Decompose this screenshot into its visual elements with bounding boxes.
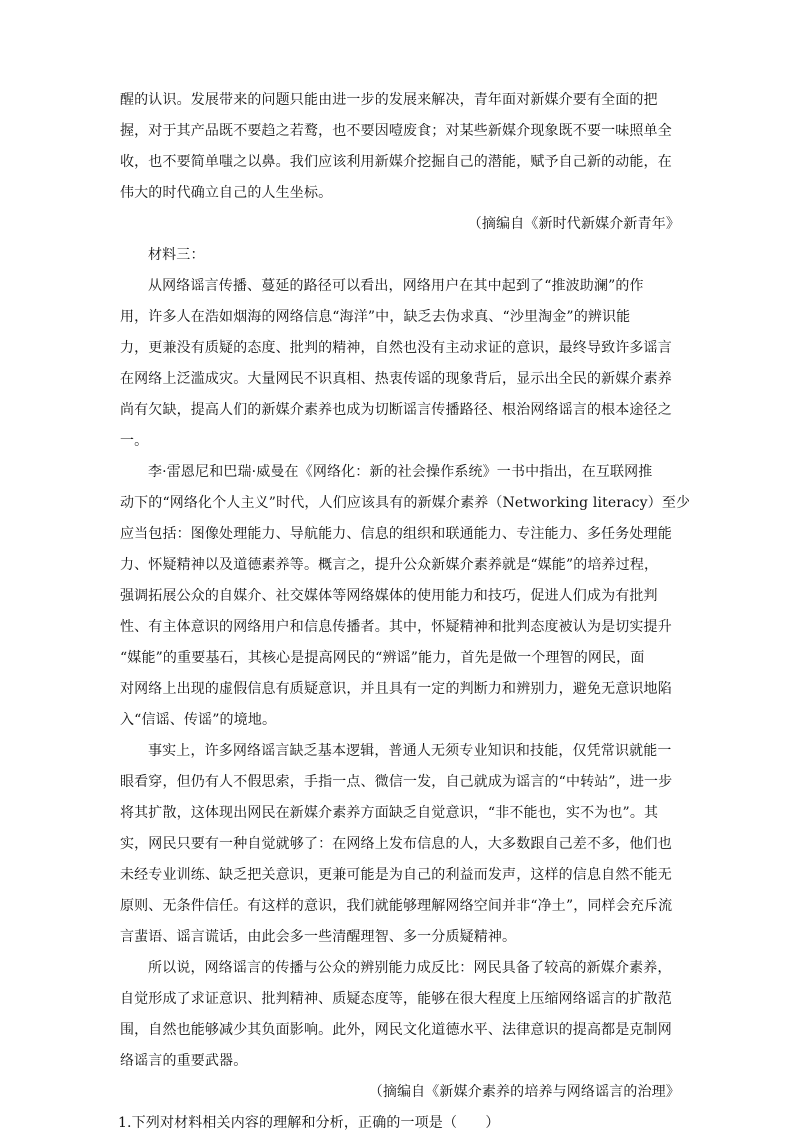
text-line: 尚有欠缺，提高人们的新媒介素养也成为切断谣言传播路径、根治网络谣言的根本途径之 [120,402,672,418]
source-citation: （摘编自《新时代新媒介新青年》 [467,216,680,232]
text-line: 握，对于其产品既不要趋之若鹜，也不要因噎废食；对某些新媒介现象既不要一味照单全 [120,123,672,139]
text-line: 所以说，网络谣言的传播与公众的辨别能力成反比：网民具备了较高的新媒介素养， [148,960,672,976]
text-line: 对网络上出现的虚假信息有质疑意识，并且具有一定的判断力和辨别力，避免无意识地陷 [120,681,672,697]
source-citation: （摘编自《新媒介素养的培养与网络谣言的治理》 [368,1084,680,1100]
question-text: 1.下列对材料相关内容的理解和分析，正确的一项是（ ） [118,1115,500,1131]
text-line: 将其扩散，这体现出网民在新媒介素养方面缺乏自觉意识，“非不能也，实不为也”。其 [120,805,659,821]
text-line: 性、有主体意识的网络用户和信息传播者。其中，怀疑精神和批判态度被认为是切实提升 [120,619,672,635]
text-line: 伟大的时代确立自己的人生坐标。 [120,185,333,201]
text-line: 强调拓展公众的自媒介、社交媒体等网络媒体的使用能力和技巧，促进人们成为有批判 [120,588,658,604]
text-line: 事实上，许多网络谣言缺乏基本逻辑，普通人无须专业知识和技能，仅凭常识就能一 [148,743,672,759]
text-line: 自觉形成了求证意识、批判精神、质疑态度等，能够在很大程度上压缩网络谣言的扩散范 [120,991,672,1007]
text-line: 动下的“网络化个人主义”时代，人们应该具有的新媒介素养（Networking literacy）至少 [120,495,691,511]
text-line: 从网络谣言传播、蔓延的路径可以看出，网络用户在其中起到了“推波助澜”的作 [148,278,644,294]
text-line: 围，自然也能够减少其负面影响。此外，网民文化道德水平、法律意识的提高都是克制网 [120,1022,672,1038]
text-line: 原则、无条件信任。有这样的意识，我们就能够理解网络空间并非“净土”，同样会充斥流 [120,898,673,914]
text-line: 在网络上泛滥成灾。大量网民不识真相、热衷传谣的现象背后，显示出全民的新媒介素养 [120,371,672,387]
text-line: 李·雷恩尼和巴瑞·威曼在《网络化：新的社会操作系统》一书中指出，在互联网推 [148,464,653,480]
text-line: 未经专业训练、缺乏把关意识，更兼可能是为自己的利益而发声，这样的信息自然不能无 [120,867,672,883]
text-line: 络谣言的重要武器。 [120,1053,248,1069]
section-heading: 材料三： [148,247,205,263]
text-line: 醒的认识。发展带来的问题只能由进一步的发展来解决，青年面对新媒介要有全面的把 [120,92,658,108]
text-line: 眼看穿，但仍有人不假思索，手指一点、微信一发，自己就成为谣言的“中转站”，进一步 [120,774,673,790]
text-line: “媒能”的重要基石，其核心是提高网民的“辨谣”能力，首先是做一个理智的网民，面 [120,650,645,666]
text-line: 入“信谣、传谣”的境地。 [120,712,277,728]
text-line: 用，许多人在浩如烟海的网络信息“海洋”中，缺乏去伪求真、“沙里淘金”的辨识能 [120,309,631,325]
text-line: 应当包括：图像处理能力、导航能力、信息的组织和联通能力、专注能力、多任务处理能 [120,526,672,542]
text-line: 力、怀疑精神以及道德素养等。概言之，提升公众新媒介素养就是“媒能”的培养过程， [120,557,659,573]
text-line: 实，网民只要有一种自觉就够了：在网络上发布信息的人，大多数跟自己差不多，他们也 [120,836,672,852]
text-line: 力，更兼没有质疑的态度、批判的精神，自然也没有主动求证的意识，最终导致许多谣言 [120,340,672,356]
text-line: 言蜚语、谣言谎话，由此会多一些清醒理智、多一分质疑精神。 [120,929,517,945]
text-line: 一。 [120,433,149,449]
text-line: 收，也不要简单嗤之以鼻。我们应该利用新媒介挖掘自己的潜能，赋予自己新的动能，在 [120,154,672,170]
